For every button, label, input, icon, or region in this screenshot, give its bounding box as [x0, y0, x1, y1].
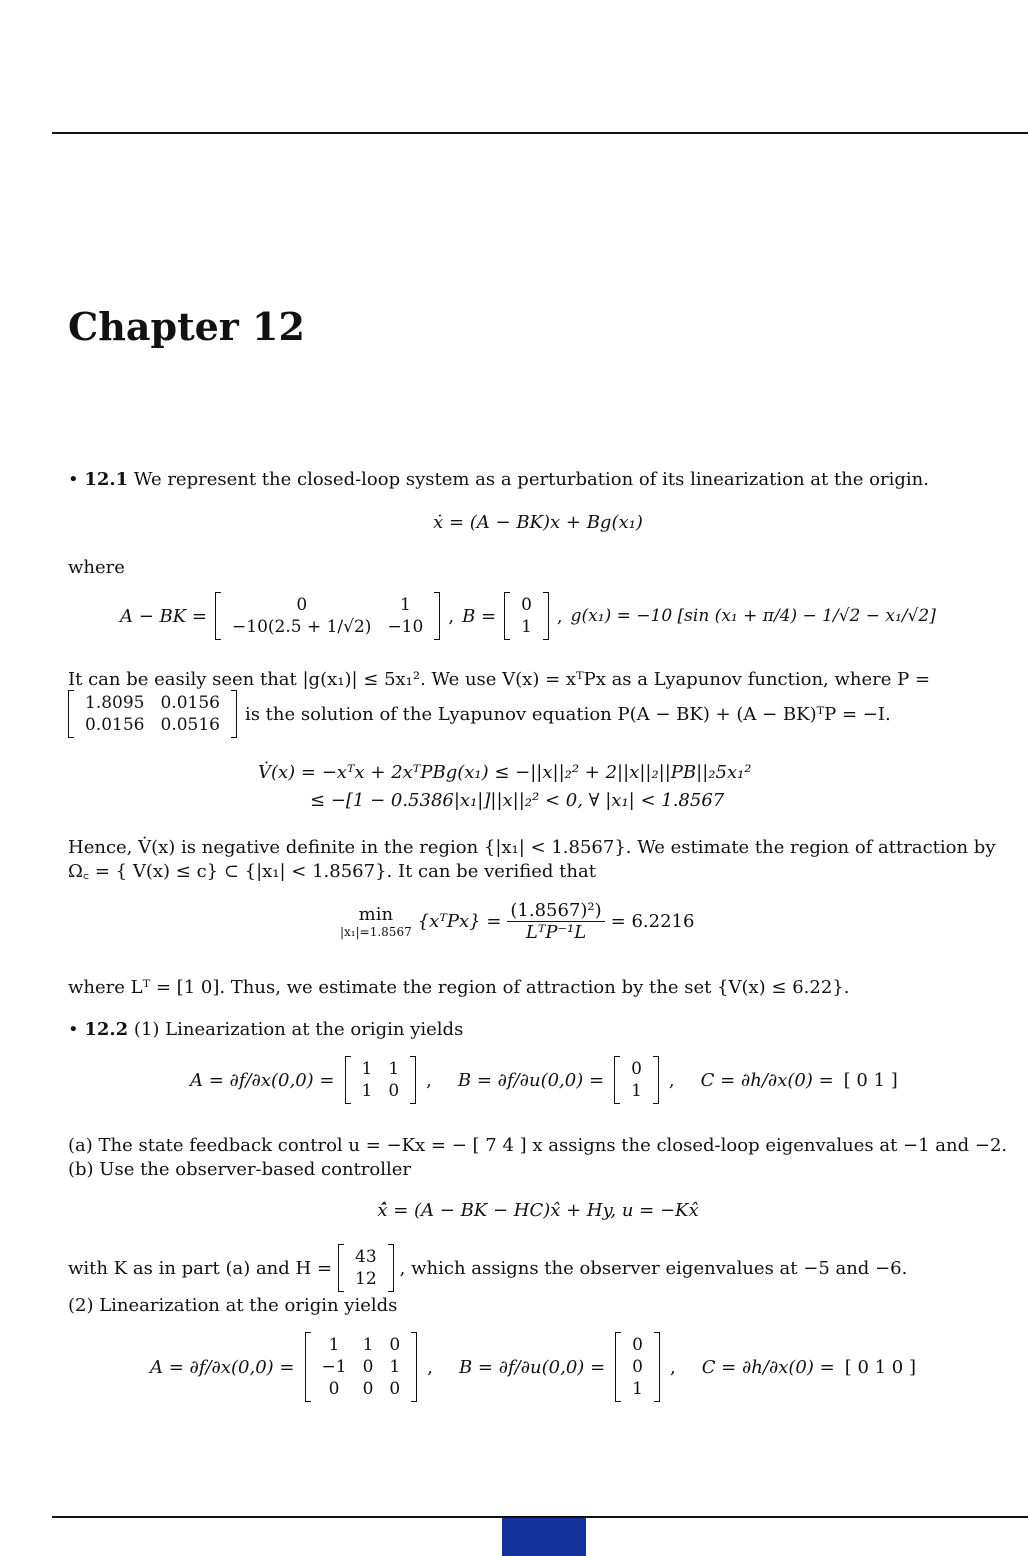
- h-text-a: with K as in part (a) and H =: [68, 1257, 333, 1279]
- c-label: C = ∂h/∂x(0) =: [700, 1069, 834, 1091]
- linearization-row-2: A = ∂f/∂x(0,0) = 1 1 0 −1 0 1 0 0 0 , B = ∂f/∂u(0,0) = 0 0 1 , C = ∂h/∂x(0) = [ 0 1 0 ]: [150, 1332, 1010, 1402]
- page-number-badge: [502, 1518, 586, 1556]
- abk-row: A − BK = 0 1 −10(2.5 + 1/√2) −10 , B = 0 1 , g(x₁) = −10 [sin (x₁ + π/4) − 1/√2 − x₁/√2]: [120, 592, 1000, 640]
- vdot-line-2: ≤ −[1 − 0.5386|x₁|]||x||₂² < 0, ∀ |x₁| < 1.8567: [310, 790, 725, 811]
- min-numerator: (1.8567)²): [507, 900, 604, 922]
- b-vector: [504, 592, 549, 640]
- matrix-cell: 1: [361, 1059, 373, 1079]
- matrix-cell: 0.0516: [160, 715, 220, 735]
- matrix-cell: 0: [632, 1357, 643, 1377]
- matrix-cell: 0.0156: [160, 693, 220, 713]
- g-definition: g(x₁) = −10 [sin (x₁ + π/4) − 1/√2 − x₁/√2]: [570, 606, 936, 626]
- matrix-cell: 1: [361, 1081, 373, 1101]
- h-vector: [338, 1244, 394, 1292]
- matrix-cell: 0: [631, 1059, 642, 1079]
- min-denominator: LᵀP⁻¹L: [525, 922, 587, 943]
- matrix-cell: 1: [389, 1357, 401, 1377]
- region-text: Hence, V̇(x) is negative definite in the region {|x₁| < 1.8567}. We estimate the region of attraction by Ω꜀ = { V(x) ≤ c} ⊂ {|x₁| < 1.8567}. It can be verified that: [68, 837, 996, 882]
- matrix-cell: 1: [399, 595, 411, 615]
- matrix-cell: 0: [362, 1357, 374, 1377]
- h-text-b: , which assigns the observer eigenvalues at −5 and −6.: [399, 1257, 908, 1279]
- abk-matrix: [215, 592, 440, 640]
- c-vector: [ 0 1 ]: [843, 1069, 898, 1091]
- b-vector: [614, 1056, 659, 1104]
- matrix-cell: 1: [388, 1059, 400, 1079]
- matrix-cell: 1: [362, 1335, 374, 1355]
- where-label: where: [68, 557, 125, 578]
- observer-equation: x̂̇ = (A − BK − HC)x̂ + Hy, u = −Kx̂: [377, 1200, 699, 1221]
- matrix-cell: −10(2.5 + 1/√2): [232, 617, 372, 637]
- part-b-text: (b) Use the observer-based controller: [68, 1159, 411, 1180]
- closed-loop-equation: ẋ = (A − BK)x + Bg(x₁): [433, 512, 643, 533]
- problem-12-2-intro: • 12.2 (1) Linearization at the origin yields: [68, 1019, 464, 1040]
- top-rule: [52, 132, 1028, 134]
- p-matrix-row: [68, 690, 1008, 738]
- b-label: B =: [462, 605, 497, 627]
- a-matrix: [345, 1056, 417, 1104]
- min-fraction: [507, 900, 604, 943]
- min-label: min: [358, 904, 394, 925]
- matrix-cell: 0: [328, 1379, 340, 1399]
- part2-intro: (2) Linearization at the origin yields: [68, 1295, 398, 1316]
- lyapunov-text-b: is the solution of the Lyapunov equation P(A − BK) + (A − BK)ᵀP = −I.: [244, 703, 891, 725]
- lyapunov-text-a: It can be easily seen that |g(x₁)| ≤ 5x₁². We use V(x) = xᵀPx as a Lyapunov function, where P =: [68, 669, 931, 690]
- chapter-title: Chapter 12: [68, 304, 305, 349]
- matrix-cell: 0: [389, 1379, 401, 1399]
- problem-intro-text: We represent the closed-loop system as a perturbation of its linearization at the origin.: [133, 469, 929, 490]
- a2-label: A = ∂f/∂x(0,0) =: [150, 1356, 295, 1378]
- min-result: = 6.2216: [610, 911, 695, 932]
- matrix-cell: 0: [389, 1335, 401, 1355]
- problem-number: 12.2: [84, 1019, 129, 1040]
- b-label: B = ∂f/∂u(0,0) =: [457, 1069, 605, 1091]
- b2-label: B = ∂f/∂u(0,0) =: [458, 1356, 606, 1378]
- matrix-cell: 0: [632, 1335, 643, 1355]
- matrix-cell: 43: [355, 1247, 377, 1267]
- h-row: [68, 1244, 1008, 1292]
- matrix-cell: 1: [631, 1081, 642, 1101]
- matrix-cell: 1.8095: [85, 693, 145, 713]
- linearization-row-1: A = ∂f/∂x(0,0) = 1 1 1 0 , B = ∂f/∂u(0,0) = 0 1 , C = ∂h/∂x(0) = [ 0 1 ]: [190, 1056, 1010, 1104]
- matrix-cell: 1: [328, 1335, 340, 1355]
- min-operator: [340, 904, 412, 939]
- matrix-cell: 0: [362, 1379, 374, 1399]
- problem-12-1-intro: • 12.1 We represent the closed-loop system as a perturbation of its linearization at the origin.: [68, 469, 929, 490]
- matrix-cell: 12: [355, 1269, 377, 1289]
- c2-label: C = ∂h/∂x(0) =: [701, 1356, 835, 1378]
- problem-number: 12.1: [84, 469, 129, 490]
- part-a-text: (a) The state feedback control u = −Kx = − [ 7 4 ] x assigns the closed-loop eigenvalues at −1 and −2.: [68, 1135, 1008, 1156]
- min-expr: {xᵀPx} =: [417, 911, 502, 932]
- min-subscript: |x₁|=1.8567: [340, 925, 412, 939]
- matrix-cell: 0: [521, 595, 532, 615]
- vdot-line-1: V̇(x) = −xᵀx + 2xᵀPBg(x₁) ≤ −||x||₂² + 2||x||₂||PB||₂5x₁²: [258, 762, 752, 783]
- part1-intro: (1) Linearization at the origin yields: [133, 1019, 464, 1040]
- abk-label: A − BK =: [120, 605, 208, 627]
- matrix-cell: 1: [521, 617, 532, 637]
- b2-vector: [615, 1332, 660, 1402]
- matrix-cell: 0: [296, 595, 308, 615]
- a-label: A = ∂f/∂x(0,0) =: [190, 1069, 335, 1091]
- a2-matrix: [305, 1332, 418, 1402]
- matrix-cell: 0.0156: [85, 715, 145, 735]
- matrix-cell: −10: [387, 617, 424, 637]
- min-expression: [340, 900, 960, 943]
- matrix-cell: 1: [632, 1379, 643, 1399]
- matrix-cell: 0: [388, 1081, 400, 1101]
- p-matrix: [68, 690, 237, 738]
- c2-vector: [ 0 1 0 ]: [844, 1356, 917, 1378]
- attraction-text: where Lᵀ = [1 0]. Thus, we estimate the region of attraction by the set {V(x) ≤ 6.22}.: [68, 977, 850, 998]
- matrix-cell: −1: [321, 1357, 347, 1377]
